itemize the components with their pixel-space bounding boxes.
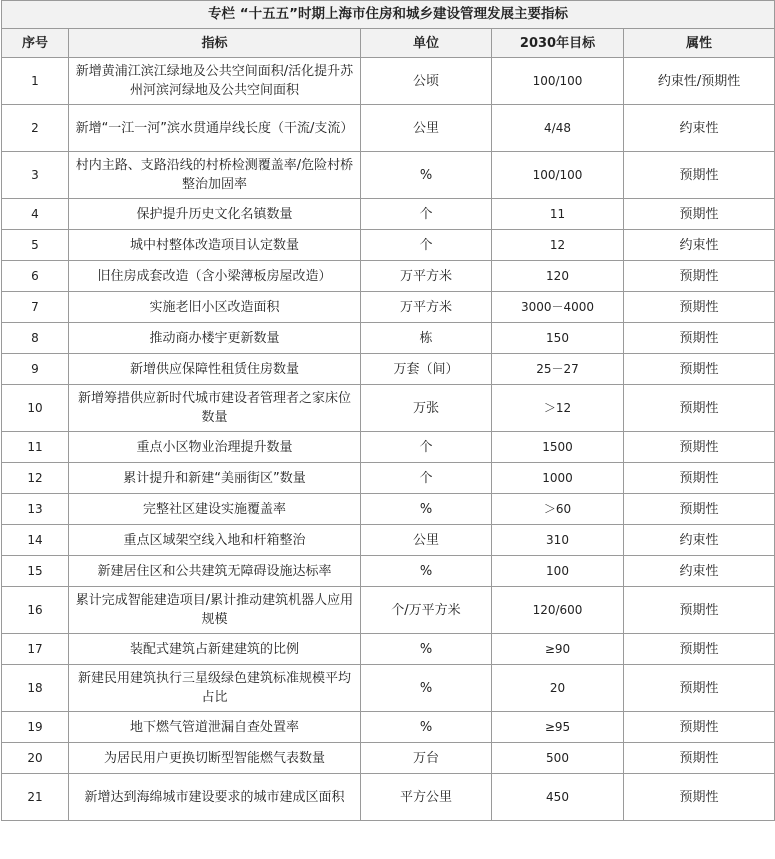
row-number-cell: 4 [2, 199, 69, 230]
target-cell: 11 [492, 199, 624, 230]
row-number-cell: 9 [2, 354, 69, 385]
target-cell: 1000 [492, 463, 624, 494]
indicator-cell: 累计完成智能建造项目/累计推动建筑机器人应用规模 [69, 587, 361, 634]
indicator-cell: 新建居住区和公共建筑无障碍设施达标率 [69, 556, 361, 587]
table-row [2, 152, 775, 199]
table-row [2, 712, 775, 743]
attribute-cell: 预期性 [624, 712, 775, 743]
row-number-cell: 12 [2, 463, 69, 494]
table-row [2, 230, 775, 261]
target-cell: 100 [492, 556, 624, 587]
indicator-cell: 实施老旧小区改造面积 [69, 292, 361, 323]
attribute-cell: 预期性 [624, 152, 775, 199]
row-number-cell: 21 [2, 774, 69, 821]
indicator-cell: 新增筹措供应新时代城市建设者管理者之家床位数量 [69, 385, 361, 432]
indicator-cell: 新建民用建筑执行三星级绿色建筑标准规模平均占比 [69, 665, 361, 712]
target-cell: 100/100 [492, 152, 624, 199]
attribute-cell: 预期性 [624, 463, 775, 494]
target-cell: 120 [492, 261, 624, 292]
indicator-cell: 装配式建筑占新建建筑的比例 [69, 634, 361, 665]
table-row [2, 292, 775, 323]
unit-cell: % [361, 494, 492, 525]
attribute-cell: 约束性 [624, 105, 775, 152]
row-number-cell: 13 [2, 494, 69, 525]
target-cell: ≥90 [492, 634, 624, 665]
attribute-cell: 预期性 [624, 432, 775, 463]
unit-cell: 个 [361, 199, 492, 230]
indicator-cell: 新增供应保障性租赁住房数量 [69, 354, 361, 385]
row-number-cell: 7 [2, 292, 69, 323]
target-cell: ＞60 [492, 494, 624, 525]
attribute-cell: 预期性 [624, 261, 775, 292]
table-row [2, 665, 775, 712]
unit-cell: 万平方米 [361, 261, 492, 292]
row-number-cell: 18 [2, 665, 69, 712]
attribute-cell: 预期性 [624, 634, 775, 665]
table-row [2, 261, 775, 292]
indicator-cell: 推动商办楼宇更新数量 [69, 323, 361, 354]
table-title: 专栏 “十五五”时期上海市住房和城乡建设管理发展主要指标 [2, 1, 775, 29]
attribute-cell: 预期性 [624, 292, 775, 323]
row-number-cell: 17 [2, 634, 69, 665]
indicator-cell: 新增黄浦江滨江绿地及公共空间面积/活化提升苏州河滨河绿地及公共空间面积 [69, 58, 361, 105]
attribute-cell: 预期性 [624, 385, 775, 432]
column-header-indicator: 指标 [69, 29, 361, 58]
unit-cell: 栋 [361, 323, 492, 354]
target-cell: 450 [492, 774, 624, 821]
table-row [2, 463, 775, 494]
table-caption-row [2, 1, 775, 29]
table-row [2, 354, 775, 385]
column-header-no: 序号 [2, 29, 69, 58]
attribute-cell: 约束性 [624, 556, 775, 587]
row-number-cell: 8 [2, 323, 69, 354]
column-header-unit: 单位 [361, 29, 492, 58]
unit-cell: 万套（间） [361, 354, 492, 385]
attribute-cell: 约束性 [624, 230, 775, 261]
attribute-cell: 约束性/预期性 [624, 58, 775, 105]
unit-cell: % [361, 152, 492, 199]
indicator-cell: 为居民用户更换切断型智能燃气表数量 [69, 743, 361, 774]
column-header-attribute: 属性 [624, 29, 775, 58]
unit-cell: 万台 [361, 743, 492, 774]
unit-cell: % [361, 712, 492, 743]
indicator-cell: 累计提升和新建“美丽街区”数量 [69, 463, 361, 494]
indicator-cell: 城中村整体改造项目认定数量 [69, 230, 361, 261]
unit-cell: % [361, 556, 492, 587]
unit-cell: 个 [361, 230, 492, 261]
attribute-cell: 预期性 [624, 199, 775, 230]
row-number-cell: 1 [2, 58, 69, 105]
table-row [2, 743, 775, 774]
table-row [2, 105, 775, 152]
table-row [2, 587, 775, 634]
indicator-cell: 完整社区建设实施覆盖率 [69, 494, 361, 525]
target-cell: 4/48 [492, 105, 624, 152]
indicator-cell: 重点区域架空线入地和杆箱整治 [69, 525, 361, 556]
table-row [2, 385, 775, 432]
unit-cell: 个/万平方米 [361, 587, 492, 634]
row-number-cell: 19 [2, 712, 69, 743]
attribute-cell: 预期性 [624, 354, 775, 385]
row-number-cell: 10 [2, 385, 69, 432]
table-row [2, 432, 775, 463]
unit-cell: 万平方米 [361, 292, 492, 323]
table-row [2, 58, 775, 105]
unit-cell: 万张 [361, 385, 492, 432]
column-header-target: 2030年目标 [492, 29, 624, 58]
row-number-cell: 14 [2, 525, 69, 556]
table-row [2, 494, 775, 525]
table-row [2, 323, 775, 354]
row-number-cell: 11 [2, 432, 69, 463]
target-cell: 150 [492, 323, 624, 354]
row-number-cell: 3 [2, 152, 69, 199]
indicator-cell: 新增“一江一河”滨水贯通岸线长度（干流/支流） [69, 105, 361, 152]
unit-cell: 公里 [361, 525, 492, 556]
table-header-row [2, 29, 775, 58]
table-row [2, 774, 775, 821]
indicator-cell: 新增达到海绵城市建设要求的城市建成区面积 [69, 774, 361, 821]
row-number-cell: 16 [2, 587, 69, 634]
row-number-cell: 15 [2, 556, 69, 587]
row-number-cell: 20 [2, 743, 69, 774]
target-cell: 1500 [492, 432, 624, 463]
attribute-cell: 预期性 [624, 665, 775, 712]
indicator-cell: 村内主路、支路沿线的村桥检测覆盖率/危险村桥整治加固率 [69, 152, 361, 199]
indicator-cell: 重点小区物业治理提升数量 [69, 432, 361, 463]
unit-cell: 个 [361, 432, 492, 463]
target-cell: 12 [492, 230, 624, 261]
attribute-cell: 预期性 [624, 323, 775, 354]
unit-cell: 平方公里 [361, 774, 492, 821]
target-cell: 20 [492, 665, 624, 712]
attribute-cell: 预期性 [624, 774, 775, 821]
target-cell: 3000－4000 [492, 292, 624, 323]
target-cell: ≥95 [492, 712, 624, 743]
unit-cell: % [361, 665, 492, 712]
target-cell: 120/600 [492, 587, 624, 634]
attribute-cell: 预期性 [624, 587, 775, 634]
row-number-cell: 2 [2, 105, 69, 152]
table-row [2, 634, 775, 665]
attribute-cell: 约束性 [624, 525, 775, 556]
unit-cell: 公顷 [361, 58, 492, 105]
table-row [2, 556, 775, 587]
indicator-cell: 地下燃气管道泄漏自查处置率 [69, 712, 361, 743]
table-body [2, 58, 775, 821]
row-number-cell: 6 [2, 261, 69, 292]
target-cell: ＞12 [492, 385, 624, 432]
table-row [2, 525, 775, 556]
target-cell: 100/100 [492, 58, 624, 105]
unit-cell: 个 [361, 463, 492, 494]
target-cell: 500 [492, 743, 624, 774]
target-cell: 25－27 [492, 354, 624, 385]
target-cell: 310 [492, 525, 624, 556]
indicator-table [1, 0, 775, 821]
row-number-cell: 5 [2, 230, 69, 261]
unit-cell: 公里 [361, 105, 492, 152]
attribute-cell: 预期性 [624, 494, 775, 525]
indicator-cell: 旧住房成套改造（含小梁薄板房屋改造） [69, 261, 361, 292]
attribute-cell: 预期性 [624, 743, 775, 774]
unit-cell: % [361, 634, 492, 665]
indicator-cell: 保护提升历史文化名镇数量 [69, 199, 361, 230]
table-row [2, 199, 775, 230]
